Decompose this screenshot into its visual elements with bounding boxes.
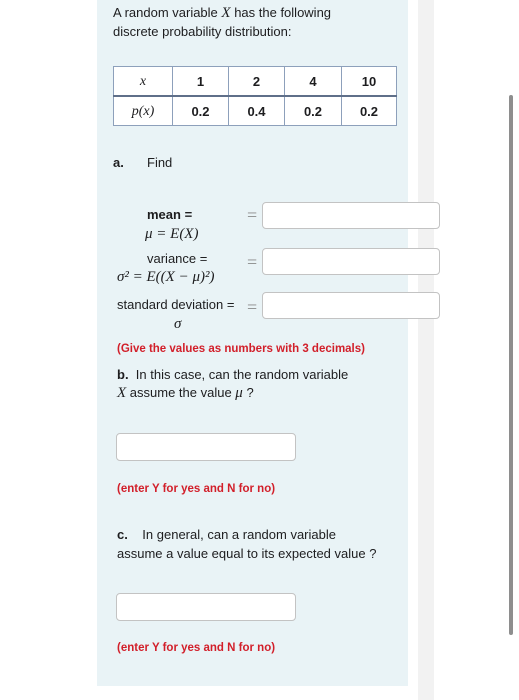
intro-var-x: X [221,5,231,21]
table-cell-p: 0.2 [285,96,342,126]
intro-line-2: discrete probability distribution: [113,24,292,39]
table-header-p: p(x) [114,96,173,126]
part-c-answer-input[interactable] [116,593,296,621]
part-a-find: Find [147,155,173,170]
part-a-label: a. [113,155,124,170]
variance-equals-sign: = [247,252,258,272]
table-cell-x: 4 [285,67,342,97]
table-row-p [114,96,397,126]
part-c-label: c. [117,527,128,542]
side-gutter [418,0,434,700]
mean-equals-sign: = [247,205,258,225]
sd-label: standard deviation = [117,297,235,312]
table-cell-p: 0.2 [342,96,397,126]
part-c-line-2: assume a value equal to its expected value ? [117,546,377,561]
table-cell-x: 1 [173,67,229,97]
table-cell-p: 0.4 [229,96,285,126]
variance-formula: σ² = E((X − μ)²) [117,269,215,285]
table-row-x [114,67,397,97]
part-c-line-1: c. In general, can a random variable [117,527,336,542]
part-c-hint: (enter Y for yes and N for no) [117,642,276,654]
intro-line-1: A random variable X has the following [113,5,332,21]
sd-symbol: σ [174,316,182,332]
part-b-label: b. [117,367,129,382]
table-cell-x: 2 [229,67,285,97]
variance-label: variance = [147,251,208,266]
table-cell-p: 0.2 [173,96,229,126]
variance-input[interactable] [262,248,440,275]
scrollbar[interactable] [509,95,513,635]
part-b-hint: (enter Y for yes and N for no) [117,483,276,495]
mean-formula: μ = E(X) [145,226,199,242]
table-cell-x: 10 [342,67,397,97]
mean-label: mean = [147,207,193,222]
decimals-instruction: (Give the values as numbers with 3 decimals) [117,343,365,355]
sd-input[interactable] [262,292,440,319]
mean-input[interactable] [262,202,440,229]
part-b-line-2: X assume the value μ ? [117,385,254,401]
distribution-table [113,66,397,126]
part-b-line-1: b. In this case, can the random variable [117,367,349,382]
table-header-x: x [114,67,173,97]
part-b-answer-input[interactable] [116,433,296,461]
sd-equals-sign: = [247,297,258,317]
